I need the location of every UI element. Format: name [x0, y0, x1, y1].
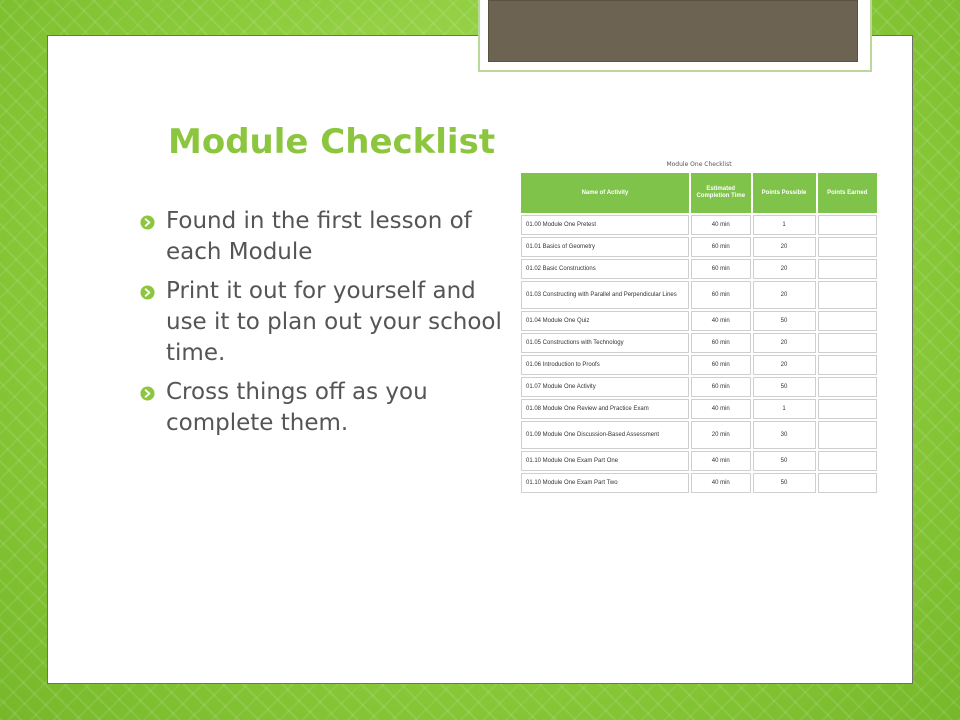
- cell-earned: [818, 333, 878, 353]
- table-row: [521, 333, 877, 353]
- table-row: [521, 281, 877, 309]
- cell-earned: [818, 259, 878, 279]
- cell-earned: [818, 311, 878, 331]
- table-header-row: [521, 173, 877, 213]
- decorative-tab-block: [488, 0, 858, 62]
- table-row: [521, 237, 877, 257]
- cell-activity: 01.10 Module One Exam Part Two: [521, 473, 689, 493]
- table-row: [521, 377, 877, 397]
- cell-activity: 01.03 Constructing with Parallel and Perpendicular Lines: [521, 281, 689, 309]
- checklist-title: Module One Checklist: [666, 161, 732, 168]
- cell-activity: 01.10 Module One Exam Part One: [521, 451, 689, 471]
- bullet-list: [140, 206, 520, 447]
- cell-activity: 01.07 Module One Activity: [521, 377, 689, 397]
- cell-activity: 01.00 Module One Pretest: [521, 215, 689, 235]
- bullet-text: Print it out for yourself and use it to plan out your school time.: [166, 278, 502, 366]
- cell-points: 20: [753, 237, 816, 257]
- cell-earned: [818, 237, 878, 257]
- table-row: [521, 451, 877, 471]
- cell-earned: [818, 215, 878, 235]
- bullet-text: Cross things off as you complete them.: [166, 379, 428, 436]
- cell-time: 40 min: [691, 451, 751, 471]
- cell-activity: 01.02 Basic Constructions: [521, 259, 689, 279]
- cell-activity: 01.06 Introduction to Proofs: [521, 355, 689, 375]
- cell-time: 60 min: [691, 259, 751, 279]
- bullet-text: Found in the first lesson of each Module: [166, 208, 472, 265]
- cell-activity: 01.04 Module One Quiz: [521, 311, 689, 331]
- cell-activity: 01.05 Constructions with Technology: [521, 333, 689, 353]
- cell-time: 40 min: [691, 311, 751, 331]
- slide-content-area: [47, 35, 913, 684]
- cell-time: 40 min: [691, 215, 751, 235]
- cell-points: 20: [753, 259, 816, 279]
- table-row: [521, 473, 877, 493]
- cell-earned: [818, 451, 878, 471]
- checklist-table: [519, 171, 879, 495]
- cell-points: 20: [753, 281, 816, 309]
- table-row: [521, 311, 877, 331]
- cell-time: 20 min: [691, 421, 751, 449]
- cell-points: 1: [753, 215, 816, 235]
- cell-activity: 01.01 Basics of Geometry: [521, 237, 689, 257]
- bullet-arrow-icon: [140, 285, 155, 300]
- cell-time: 40 min: [691, 473, 751, 493]
- table-row: [521, 399, 877, 419]
- slide-title: Module Checklist: [168, 122, 496, 162]
- bullet-arrow-icon: [140, 215, 155, 230]
- cell-time: 60 min: [691, 355, 751, 375]
- table-row: [521, 421, 877, 449]
- cell-points: 30: [753, 421, 816, 449]
- cell-points: 50: [753, 377, 816, 397]
- checklist-image: [519, 159, 879, 495]
- bullet-item: [140, 377, 520, 439]
- cell-earned: [818, 399, 878, 419]
- cell-activity: 01.09 Module One Discussion-Based Assessment: [521, 421, 689, 449]
- cell-points: 50: [753, 311, 816, 331]
- cell-points: 50: [753, 451, 816, 471]
- bullet-item: [140, 206, 520, 268]
- cell-time: 60 min: [691, 281, 751, 309]
- bullet-item: [140, 276, 520, 369]
- cell-earned: [818, 377, 878, 397]
- cell-points: 20: [753, 355, 816, 375]
- table-row: [521, 355, 877, 375]
- cell-earned: [818, 421, 878, 449]
- cell-earned: [818, 355, 878, 375]
- cell-earned: [818, 473, 878, 493]
- bullet-arrow-icon: [140, 386, 155, 401]
- header-points-earned: Points Earned: [818, 173, 878, 213]
- cell-activity: 01.08 Module One Review and Practice Exam: [521, 399, 689, 419]
- header-activity: Name of Activity: [521, 173, 689, 213]
- table-row: [521, 215, 877, 235]
- header-points-possible: Points Possible: [753, 173, 816, 213]
- cell-time: 40 min: [691, 399, 751, 419]
- cell-earned: [818, 281, 878, 309]
- cell-points: 20: [753, 333, 816, 353]
- header-time: Estimated Completion Time: [691, 173, 751, 213]
- cell-points: 50: [753, 473, 816, 493]
- cell-time: 60 min: [691, 377, 751, 397]
- cell-time: 60 min: [691, 237, 751, 257]
- table-row: [521, 259, 877, 279]
- cell-time: 60 min: [691, 333, 751, 353]
- cell-points: 1: [753, 399, 816, 419]
